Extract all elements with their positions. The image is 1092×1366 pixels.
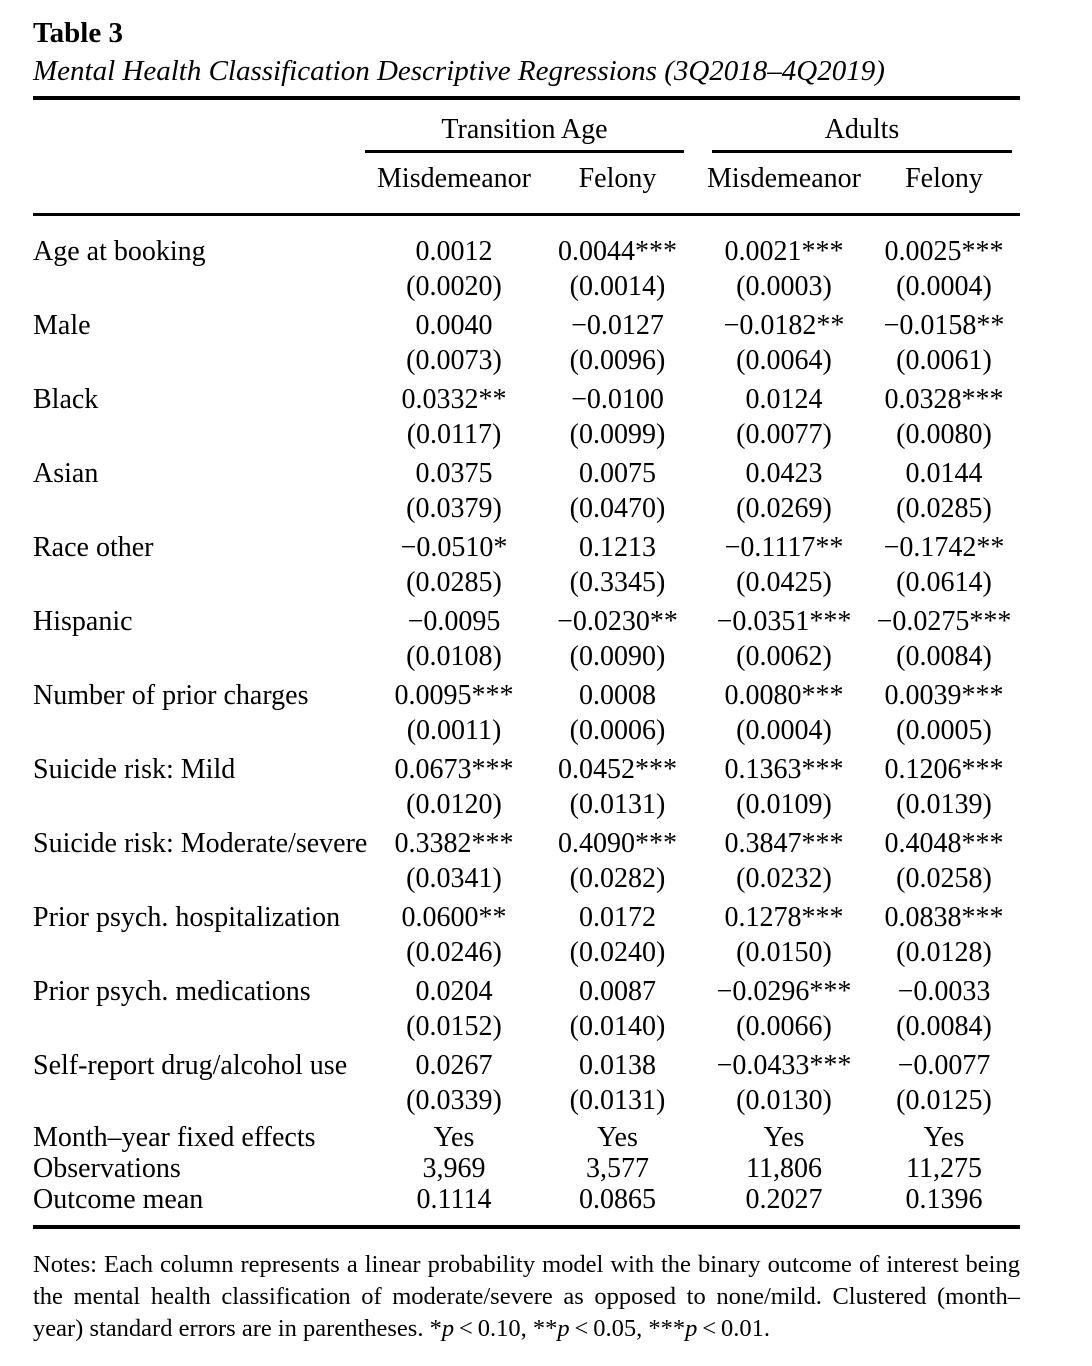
standard-error: (0.0061) xyxy=(896,345,992,376)
data-cell xyxy=(868,530,1020,600)
table-row xyxy=(33,752,1020,822)
coefficient-value: 0.1363*** xyxy=(724,754,844,785)
data-cell xyxy=(373,1048,535,1118)
data-cell xyxy=(868,234,1020,304)
sig-separator: . xyxy=(763,1315,770,1342)
data-cell xyxy=(700,308,868,378)
standard-error: (0.0128) xyxy=(896,937,992,968)
standard-error: (0.0240) xyxy=(569,937,666,968)
notes xyxy=(33,1249,1020,1345)
row-label: Suicide risk: Mild xyxy=(33,754,236,785)
coefficient-value: 0.0087 xyxy=(579,976,656,1007)
column-group-row xyxy=(33,112,1020,153)
standard-error: (0.0084) xyxy=(896,641,992,672)
coefficient-value: 0.3847*** xyxy=(724,828,844,859)
data-cell xyxy=(700,752,868,822)
table-row xyxy=(33,974,1020,1044)
standard-error: (0.0084) xyxy=(896,1011,992,1042)
table-row xyxy=(33,308,1020,378)
coefficient-value: −0.0033 xyxy=(897,976,991,1007)
summary-value: 3,969 xyxy=(422,1153,486,1184)
table-row xyxy=(33,1048,1020,1118)
data-cell xyxy=(700,974,868,1044)
standard-error: (0.0282) xyxy=(569,863,666,894)
table-header xyxy=(33,112,1020,216)
coefficient-value: 0.0452*** xyxy=(558,754,677,785)
standard-error: (0.0379) xyxy=(406,493,502,524)
summary-row xyxy=(33,1122,1020,1153)
spacer-cell xyxy=(33,161,373,197)
coefficient-value: 0.0375 xyxy=(415,458,493,489)
coefficient-value: −0.0275*** xyxy=(876,606,1012,637)
data-cell xyxy=(700,900,868,970)
data-cell xyxy=(373,900,535,970)
standard-error: (0.0130) xyxy=(736,1085,832,1116)
coefficient-value: −0.0351*** xyxy=(716,606,852,637)
data-cell xyxy=(535,456,700,526)
coefficient-value: 0.0600** xyxy=(401,902,507,933)
summary-value: 11,275 xyxy=(906,1153,982,1184)
standard-error: (0.0285) xyxy=(896,493,992,524)
table-row xyxy=(33,456,1020,526)
data-cell xyxy=(868,678,1020,748)
standard-error: (0.0258) xyxy=(896,863,992,894)
summary-value: 0.0865 xyxy=(579,1184,656,1215)
row-label: Age at booking xyxy=(33,236,206,267)
coefficient-value: −0.0296*** xyxy=(716,976,852,1007)
table-row xyxy=(33,234,1020,304)
table-title: Mental Health Classification Descriptive Regressions (3Q2018–4Q2019) xyxy=(33,55,885,87)
row-label: Prior psych. hospitalization xyxy=(33,902,341,933)
row-label: Number of prior charges xyxy=(33,680,309,711)
coefficient-value: 0.1213 xyxy=(579,532,656,563)
col-header-ta-misdemeanor: Misdemeanor xyxy=(377,163,531,194)
summary-value: Yes xyxy=(923,1122,965,1153)
standard-error: (0.0269) xyxy=(736,493,832,524)
data-cell xyxy=(700,382,868,452)
data-cell xyxy=(535,530,700,600)
data-cell xyxy=(700,234,868,304)
data-cell xyxy=(373,752,535,822)
data-cell xyxy=(868,900,1020,970)
coefficient-value: 0.1278*** xyxy=(724,902,844,933)
sig-stars: * xyxy=(429,1315,442,1342)
p-symbol: p xyxy=(685,1315,698,1342)
table-row xyxy=(33,826,1020,896)
summary-value: 3,577 xyxy=(586,1153,649,1184)
data-cell xyxy=(373,382,535,452)
coefficient-value: 0.0025*** xyxy=(884,236,1004,267)
coefficient-value: −0.0127 xyxy=(571,310,664,341)
table-row xyxy=(33,900,1020,970)
coefficient-value: 0.3382*** xyxy=(394,828,514,859)
standard-error: (0.0077) xyxy=(736,419,832,450)
coefficient-value: −0.1117** xyxy=(724,532,844,563)
data-cell xyxy=(535,604,700,674)
data-cell xyxy=(373,456,535,526)
standard-error: (0.0099) xyxy=(569,419,666,450)
sig-stars: ** xyxy=(532,1315,558,1342)
coefficient-value: 0.1206*** xyxy=(884,754,1004,785)
coefficient-value: −0.0433*** xyxy=(716,1050,852,1081)
table-summary xyxy=(33,1122,1020,1215)
spacer-cell xyxy=(33,112,373,153)
standard-error: (0.0339) xyxy=(406,1085,502,1116)
data-cell xyxy=(700,826,868,896)
standard-error: (0.0470) xyxy=(569,493,666,524)
standard-error: (0.0064) xyxy=(736,345,832,376)
data-cell xyxy=(868,974,1020,1044)
sig-relation: < 0. xyxy=(697,1315,740,1342)
summary-row xyxy=(33,1153,1020,1184)
coefficient-value: −0.0230** xyxy=(557,606,678,637)
standard-error: (0.0125) xyxy=(896,1085,992,1116)
standard-error: (0.0109) xyxy=(736,789,832,820)
row-label: Self-report drug/alcohol use xyxy=(33,1050,348,1081)
standard-error: (0.0614) xyxy=(896,567,992,598)
data-cell xyxy=(868,604,1020,674)
p-symbol: p xyxy=(441,1315,455,1342)
coefficient-value: −0.0510* xyxy=(400,532,508,563)
data-cell xyxy=(535,678,700,748)
regression-table xyxy=(33,96,1020,1229)
coefficient-value: −0.0095 xyxy=(407,606,501,637)
coefficient-value: 0.0075 xyxy=(579,458,656,489)
standard-error: (0.0117) xyxy=(406,419,502,450)
table-row xyxy=(33,604,1020,674)
data-cell xyxy=(535,974,700,1044)
summary-label: Observations xyxy=(33,1153,181,1184)
row-label: Race other xyxy=(33,532,154,563)
sig-separator: , xyxy=(520,1315,533,1342)
col-header-adults-felony: Felony xyxy=(905,163,983,194)
col-header-ta-felony: Felony xyxy=(578,163,657,194)
coefficient-value: 0.0039*** xyxy=(884,680,1004,711)
standard-error: (0.0090) xyxy=(569,641,666,672)
data-cell xyxy=(373,678,535,748)
coefficient-value: 0.0095*** xyxy=(394,680,514,711)
coefficient-value: 0.0008 xyxy=(579,680,656,711)
standard-error: (0.0108) xyxy=(406,641,502,672)
standard-error: (0.3345) xyxy=(569,567,666,598)
coefficient-value: −0.1742** xyxy=(883,532,1005,563)
summary-value: 0.2027 xyxy=(745,1184,823,1215)
sig-stars: *** xyxy=(648,1315,686,1342)
standard-error: (0.0246) xyxy=(406,937,502,968)
data-cell xyxy=(373,308,535,378)
summary-value: 0.1396 xyxy=(905,1184,983,1215)
standard-error: (0.0062) xyxy=(736,641,832,672)
standard-error: (0.0140) xyxy=(569,1011,666,1042)
row-label: Prior psych. medications xyxy=(33,976,311,1007)
coefficient-value: −0.0182** xyxy=(723,310,845,341)
data-cell xyxy=(373,974,535,1044)
sig-relation: < 0. xyxy=(454,1315,497,1342)
row-label: Asian xyxy=(33,458,99,489)
summary-value: 0.1114 xyxy=(416,1184,492,1215)
summary-value: Yes xyxy=(763,1122,805,1153)
summary-value: 11,806 xyxy=(746,1153,822,1184)
data-cell xyxy=(535,900,700,970)
standard-error: (0.0425) xyxy=(736,567,832,598)
data-cell xyxy=(373,826,535,896)
coefficient-value: 0.0012 xyxy=(415,236,493,267)
data-cell xyxy=(535,752,700,822)
coefficient-value: −0.0100 xyxy=(571,384,664,415)
data-cell xyxy=(868,308,1020,378)
data-cell xyxy=(700,1048,868,1118)
standard-error: (0.0005) xyxy=(896,715,992,746)
standard-error: (0.0014) xyxy=(569,271,666,302)
data-cell xyxy=(373,530,535,600)
col-group-adults: Adults xyxy=(712,112,1012,153)
coefficient-value: 0.0044*** xyxy=(558,236,677,267)
summary-row xyxy=(33,1184,1020,1215)
data-cell xyxy=(535,1048,700,1118)
notes-text: Notes: Each column represents a linear probability model with the binary outcome of interest being the mental health classification of moderate/severe as opposed to none/mild. Clustered (month–year) standard errors are in parentheses. xyxy=(33,1251,1020,1342)
standard-error: (0.0232) xyxy=(736,863,832,894)
sig-threshold: 10 xyxy=(496,1315,521,1342)
standard-error: (0.0004) xyxy=(736,715,832,746)
row-label: Hispanic xyxy=(33,606,133,637)
data-cell xyxy=(868,752,1020,822)
data-cell xyxy=(868,1048,1020,1118)
summary-label: Month–year fixed effects xyxy=(33,1122,316,1153)
coefficient-value: −0.0077 xyxy=(897,1050,991,1081)
standard-error: (0.0131) xyxy=(569,1085,666,1116)
coefficient-value: 0.0080*** xyxy=(724,680,844,711)
coefficient-value: 0.0040 xyxy=(415,310,493,341)
coefficient-value: −0.0158** xyxy=(883,310,1005,341)
standard-error: (0.0006) xyxy=(569,715,666,746)
data-cell xyxy=(868,382,1020,452)
coefficient-value: 0.0144 xyxy=(905,458,983,489)
sig-separator: , xyxy=(636,1315,649,1342)
standard-error: (0.0150) xyxy=(736,937,832,968)
standard-error: (0.0120) xyxy=(406,789,502,820)
data-cell xyxy=(535,382,700,452)
standard-error: (0.0139) xyxy=(896,789,992,820)
standard-error: (0.0073) xyxy=(406,345,502,376)
coefficient-value: 0.0124 xyxy=(745,384,823,415)
standard-error: (0.0341) xyxy=(406,863,502,894)
table-body xyxy=(33,216,1020,1118)
standard-error: (0.0096) xyxy=(569,345,666,376)
data-cell xyxy=(373,604,535,674)
table-row xyxy=(33,678,1020,748)
significance-legend xyxy=(430,1315,770,1342)
data-cell xyxy=(868,826,1020,896)
row-label: Male xyxy=(33,310,91,341)
standard-error: (0.0011) xyxy=(406,715,502,746)
row-label: Suicide risk: Moderate/severe xyxy=(33,828,368,859)
coefficient-value: 0.4090*** xyxy=(558,828,677,859)
data-cell xyxy=(868,456,1020,526)
data-cell xyxy=(373,234,535,304)
summary-label: Outcome mean xyxy=(33,1184,204,1215)
standard-error: (0.0152) xyxy=(406,1011,502,1042)
standard-error: (0.0131) xyxy=(569,789,666,820)
data-cell xyxy=(535,234,700,304)
data-cell xyxy=(535,308,700,378)
sig-relation: < 0. xyxy=(569,1315,612,1342)
coefficient-value: 0.0138 xyxy=(579,1050,656,1081)
standard-error: (0.0020) xyxy=(406,271,502,302)
summary-value: Yes xyxy=(597,1122,638,1153)
sig-threshold: 05 xyxy=(611,1315,637,1342)
data-cell xyxy=(700,456,868,526)
row-label: Black xyxy=(33,384,99,415)
coefficient-value: 0.0838*** xyxy=(884,902,1004,933)
standard-error: (0.0003) xyxy=(736,271,832,302)
summary-value: Yes xyxy=(433,1122,475,1153)
coefficient-value: 0.0332** xyxy=(401,384,507,415)
standard-error: (0.0004) xyxy=(896,271,992,302)
column-header-row xyxy=(33,153,1020,197)
table-row xyxy=(33,530,1020,600)
coefficient-value: 0.0423 xyxy=(745,458,823,489)
coefficient-value: 0.0172 xyxy=(579,902,656,933)
coefficient-value: 0.4048*** xyxy=(884,828,1004,859)
coefficient-value: 0.0267 xyxy=(415,1050,493,1081)
coefficient-value: 0.0673*** xyxy=(394,754,514,785)
standard-error: (0.0066) xyxy=(736,1011,832,1042)
standard-error: (0.0285) xyxy=(406,567,502,598)
data-cell xyxy=(700,530,868,600)
coefficient-value: 0.0021*** xyxy=(724,236,844,267)
data-cell xyxy=(535,826,700,896)
table-row xyxy=(33,382,1020,452)
data-cell xyxy=(700,678,868,748)
p-symbol: p xyxy=(557,1315,570,1342)
table-number: Table 3 xyxy=(33,17,123,49)
sig-threshold: 01 xyxy=(739,1315,764,1342)
data-cell xyxy=(700,604,868,674)
coefficient-value: 0.0328*** xyxy=(884,384,1004,415)
standard-error: (0.0080) xyxy=(896,419,992,450)
coefficient-value: 0.0204 xyxy=(415,976,493,1007)
col-group-transition-age: Transition Age xyxy=(365,112,684,153)
col-header-adults-misdemeanor: Misdemeanor xyxy=(707,163,861,194)
